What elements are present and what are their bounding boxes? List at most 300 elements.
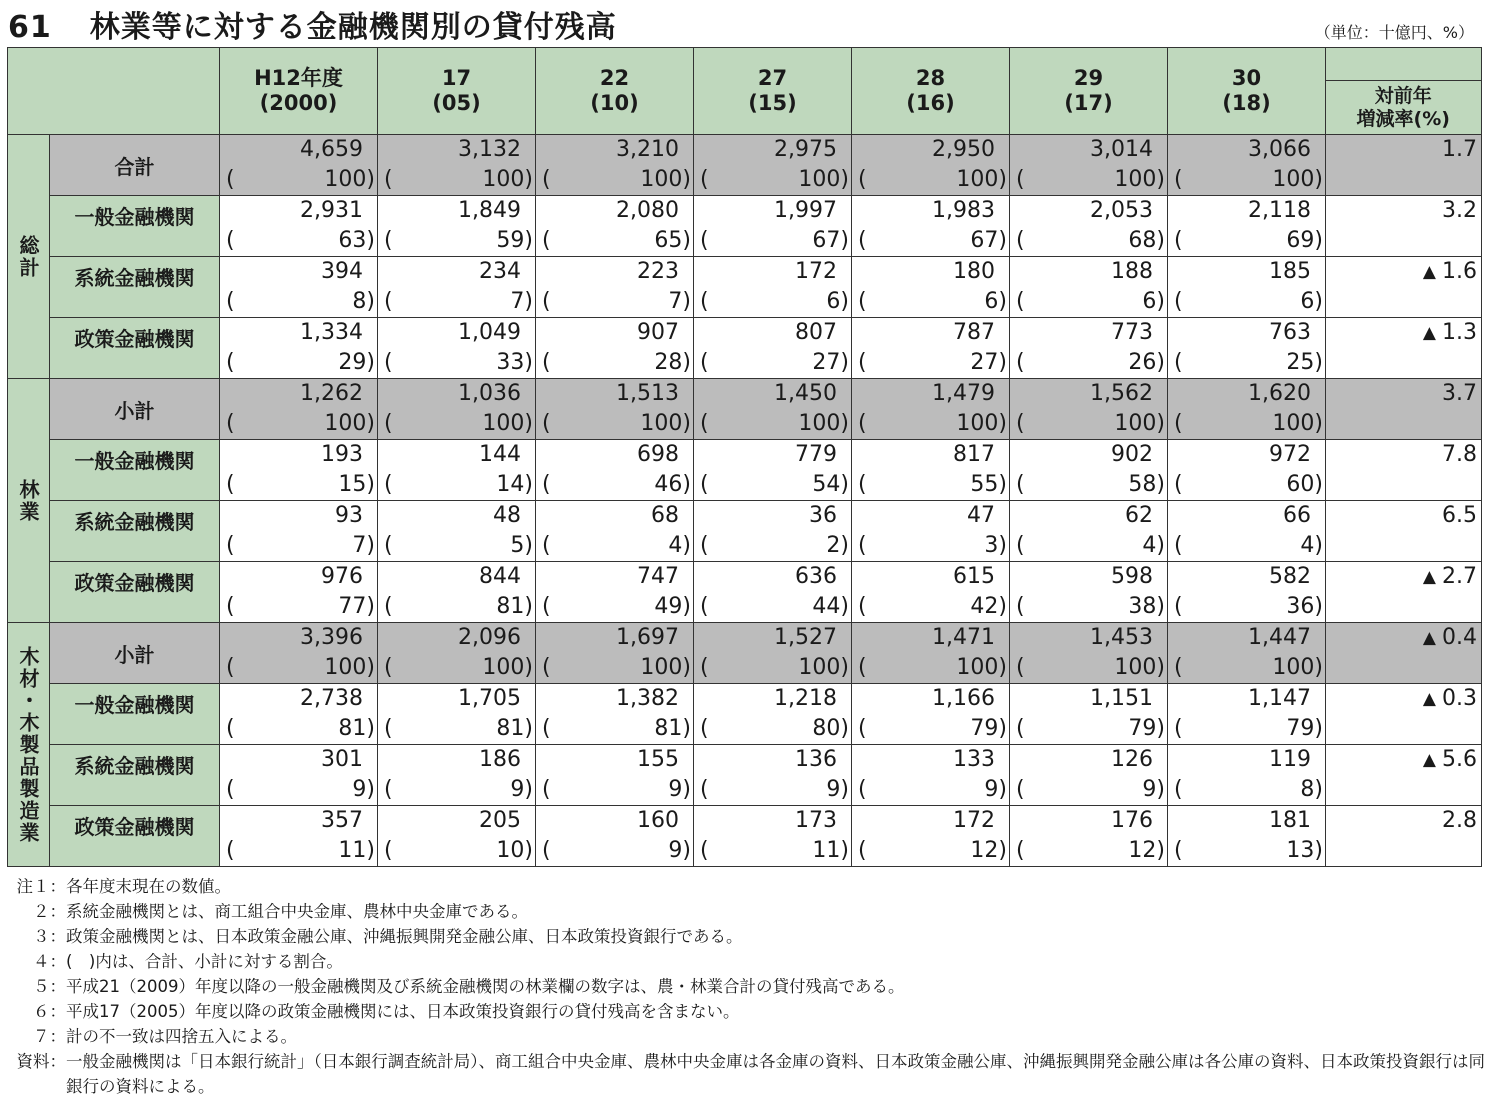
corner-header xyxy=(8,48,220,135)
amount: 1,513 xyxy=(616,381,679,406)
amount: 2,053 xyxy=(1090,198,1153,223)
row-label: 一般金融機関 xyxy=(50,684,220,745)
share-percent: ( 60) xyxy=(1174,472,1323,497)
amount: 357 xyxy=(321,808,363,833)
value-cell xyxy=(694,135,852,196)
share-percent: ( 15) xyxy=(226,472,375,497)
amount: 817 xyxy=(953,442,995,467)
share-percent: ( 100) xyxy=(226,411,375,436)
amount: 176 xyxy=(1111,808,1153,833)
value-cell xyxy=(1168,562,1326,623)
amount: 1,151 xyxy=(1090,686,1153,711)
share-percent: ( 42) xyxy=(858,594,1007,619)
value-cell xyxy=(378,257,536,318)
amount: 36 xyxy=(809,503,837,528)
share-percent: ( 46) xyxy=(542,472,691,497)
amount: 4,659 xyxy=(300,137,363,162)
amount: 47 xyxy=(967,503,995,528)
value-cell xyxy=(1010,440,1168,501)
amount: 48 xyxy=(493,503,521,528)
value-cell xyxy=(852,135,1010,196)
share-percent: ( 9) xyxy=(858,777,1007,802)
amount: 172 xyxy=(795,259,837,284)
year-header: 22 (10) xyxy=(536,48,694,135)
value-cell xyxy=(536,318,694,379)
share-percent: ( 80) xyxy=(700,716,849,741)
share-percent: ( 69) xyxy=(1174,228,1323,253)
amount: 93 xyxy=(335,503,363,528)
value-cell xyxy=(694,318,852,379)
table-row xyxy=(8,745,1482,806)
row-label: 一般金融機関 xyxy=(50,196,220,257)
value-cell xyxy=(378,806,536,867)
table-row xyxy=(8,196,1482,257)
amount: 1,166 xyxy=(932,686,995,711)
amount: 3,132 xyxy=(458,137,521,162)
change-rate-cell: ▲ 5.6 xyxy=(1326,745,1482,806)
share-percent: ( 7) xyxy=(226,533,375,558)
share-percent: ( 100) xyxy=(542,167,691,192)
share-percent: ( 59) xyxy=(384,228,533,253)
change-rate-cell: ▲ 1.6 xyxy=(1326,257,1482,318)
footnote: 資料： 一般金融機関は「日本銀行統計」（日本銀行調査統計局）、商工組合中央金庫、農林中央金庫は各金庫の資料、日本政策金融公庫、沖縄振興開発金融公庫は各公庫の資料、日本政策投資銀行は同銀行の資料による。 xyxy=(16,1052,1485,1096)
amount: 68 xyxy=(651,503,679,528)
amount: 1,447 xyxy=(1248,625,1311,650)
amount: 747 xyxy=(637,564,679,589)
change-rate-cell: 3.7 xyxy=(1326,379,1482,440)
amount: 582 xyxy=(1269,564,1311,589)
share-percent: ( 9) xyxy=(226,777,375,802)
value-cell xyxy=(852,318,1010,379)
amount: 3,014 xyxy=(1090,137,1153,162)
share-percent: ( 79) xyxy=(1016,716,1165,741)
amount: 1,262 xyxy=(300,381,363,406)
amount: 1,527 xyxy=(774,625,837,650)
value-cell xyxy=(378,684,536,745)
row-label: 合計 xyxy=(50,135,220,196)
share-percent: ( 67) xyxy=(700,228,849,253)
share-percent: ( 77) xyxy=(226,594,375,619)
value-cell xyxy=(1168,318,1326,379)
table-number: 61 xyxy=(8,10,52,45)
share-percent: ( 100) xyxy=(542,411,691,436)
amount: 193 xyxy=(321,442,363,467)
row-label: 政策金融機関 xyxy=(50,318,220,379)
share-percent: ( 65) xyxy=(542,228,691,253)
value-cell xyxy=(1168,135,1326,196)
value-cell xyxy=(536,379,694,440)
row-label: 政策金融機関 xyxy=(50,806,220,867)
section-label: 木材・木製品製造業 xyxy=(8,623,50,867)
amount: 2,738 xyxy=(300,686,363,711)
share-percent: ( 81) xyxy=(384,716,533,741)
share-percent: ( 9) xyxy=(384,777,533,802)
table-row xyxy=(8,806,1482,867)
share-percent: ( 81) xyxy=(226,716,375,741)
value-cell xyxy=(1168,379,1326,440)
value-cell xyxy=(378,745,536,806)
row-label: 系統金融機関 xyxy=(50,745,220,806)
value-cell xyxy=(220,745,378,806)
amount: 1,997 xyxy=(774,198,837,223)
row-label: 小計 xyxy=(50,623,220,684)
share-percent: ( 4) xyxy=(542,533,691,558)
loan-balance-table xyxy=(7,47,1482,867)
share-percent: ( 100) xyxy=(384,655,533,680)
share-percent: ( 100) xyxy=(384,411,533,436)
amount: 181 xyxy=(1269,808,1311,833)
share-percent: ( 12) xyxy=(1016,838,1165,863)
value-cell xyxy=(220,684,378,745)
value-cell xyxy=(852,196,1010,257)
footnote: ５： 平成21（2009）年度以降の一般金融機関及び系統金融機関の林業欄の数字は、農・林業合計の貸付残高である。 xyxy=(33,977,905,996)
change-rate-cell: 6.5 xyxy=(1326,501,1482,562)
decrease-triangle-icon: ▲ xyxy=(1422,689,1436,709)
footnote: ６： 平成17（2005）年度以降の政策金融機関には、日本政策投資銀行の貸付残高を含まない。 xyxy=(33,1002,740,1021)
footnote: ２： 系統金融機関とは、商工組合中央金庫、農林中央金庫である。 xyxy=(33,902,528,921)
year-header: 30 (18) xyxy=(1168,48,1326,135)
value-cell xyxy=(220,806,378,867)
value-cell xyxy=(852,562,1010,623)
value-cell xyxy=(378,318,536,379)
value-cell xyxy=(852,684,1010,745)
year-header: 17 (05) xyxy=(378,48,536,135)
value-cell xyxy=(378,440,536,501)
share-percent: ( 8) xyxy=(226,289,375,314)
share-percent: ( 100) xyxy=(700,411,849,436)
share-percent: ( 12) xyxy=(858,838,1007,863)
amount: 1,036 xyxy=(458,381,521,406)
share-percent: ( 100) xyxy=(700,655,849,680)
amount: 3,396 xyxy=(300,625,363,650)
row-label: 小計 xyxy=(50,379,220,440)
share-percent: ( 54) xyxy=(700,472,849,497)
value-cell xyxy=(1010,501,1168,562)
change-rate-cell: ▲ 0.4 xyxy=(1326,623,1482,684)
amount: 2,975 xyxy=(774,137,837,162)
value-cell xyxy=(220,501,378,562)
share-percent: ( 7) xyxy=(542,289,691,314)
value-cell xyxy=(852,806,1010,867)
share-percent: ( 100) xyxy=(1174,411,1323,436)
value-cell xyxy=(536,562,694,623)
share-percent: ( 100) xyxy=(542,655,691,680)
value-cell xyxy=(852,257,1010,318)
share-percent: ( 6) xyxy=(858,289,1007,314)
value-cell xyxy=(536,257,694,318)
amount: 844 xyxy=(479,564,521,589)
share-percent: ( 13) xyxy=(1174,838,1323,863)
value-cell xyxy=(694,806,852,867)
amount: 155 xyxy=(637,747,679,772)
value-cell xyxy=(536,684,694,745)
year-header: 29 (17) xyxy=(1010,48,1168,135)
footnote: ３： 政策金融機関とは、日本政策金融公庫、沖縄振興開発金融公庫、日本政策投資銀行である。 xyxy=(33,927,743,946)
year-header: 28 (16) xyxy=(852,48,1010,135)
share-percent: ( 6) xyxy=(1174,289,1323,314)
share-percent: ( 100) xyxy=(226,655,375,680)
table-row xyxy=(8,684,1482,745)
decrease-triangle-icon: ▲ xyxy=(1422,750,1436,770)
amount: 172 xyxy=(953,808,995,833)
amount: 66 xyxy=(1283,503,1311,528)
amount: 1,620 xyxy=(1248,381,1311,406)
share-percent: ( 27) xyxy=(858,350,1007,375)
value-cell xyxy=(852,379,1010,440)
table-row xyxy=(8,257,1482,318)
table-row xyxy=(8,562,1482,623)
share-percent: ( 36) xyxy=(1174,594,1323,619)
share-percent: ( 44) xyxy=(700,594,849,619)
share-percent: ( 100) xyxy=(1174,167,1323,192)
share-percent: ( 8) xyxy=(1174,777,1323,802)
share-percent: ( 49) xyxy=(542,594,691,619)
value-cell xyxy=(220,257,378,318)
amount: 1,983 xyxy=(932,198,995,223)
row-label: 系統金融機関 xyxy=(50,501,220,562)
share-percent: ( 68) xyxy=(1016,228,1165,253)
value-cell xyxy=(378,379,536,440)
amount: 62 xyxy=(1125,503,1153,528)
value-cell xyxy=(1168,257,1326,318)
amount: 1,479 xyxy=(932,381,995,406)
amount: 223 xyxy=(637,259,679,284)
amount: 188 xyxy=(1111,259,1153,284)
share-percent: ( 100) xyxy=(1174,655,1323,680)
value-cell xyxy=(378,135,536,196)
value-cell xyxy=(1168,501,1326,562)
amount: 185 xyxy=(1269,259,1311,284)
row-label: 政策金融機関 xyxy=(50,562,220,623)
amount: 1,562 xyxy=(1090,381,1153,406)
amount: 1,334 xyxy=(300,320,363,345)
share-percent: ( 9) xyxy=(700,777,849,802)
footnote: 注１： 各年度末現在の数値。 xyxy=(16,877,231,896)
amount: 180 xyxy=(953,259,995,284)
value-cell xyxy=(536,623,694,684)
share-percent: ( 100) xyxy=(1016,411,1165,436)
value-cell xyxy=(1168,196,1326,257)
subtotal-row xyxy=(8,135,1482,196)
share-percent: ( 27) xyxy=(700,350,849,375)
amount: 136 xyxy=(795,747,837,772)
header-row xyxy=(8,48,1482,135)
share-percent: ( 28) xyxy=(542,350,691,375)
value-cell xyxy=(694,196,852,257)
amount: 779 xyxy=(795,442,837,467)
value-cell xyxy=(852,745,1010,806)
decrease-triangle-icon: ▲ xyxy=(1422,262,1436,282)
share-percent: ( 100) xyxy=(226,167,375,192)
amount: 1,705 xyxy=(458,686,521,711)
share-percent: ( 2) xyxy=(700,533,849,558)
amount: 133 xyxy=(953,747,995,772)
value-cell xyxy=(1010,196,1168,257)
share-percent: ( 6) xyxy=(1016,289,1165,314)
amount: 773 xyxy=(1111,320,1153,345)
amount: 636 xyxy=(795,564,837,589)
amount: 2,950 xyxy=(932,137,995,162)
amount: 1,450 xyxy=(774,381,837,406)
year-header: 27 (15) xyxy=(694,48,852,135)
value-cell xyxy=(1010,745,1168,806)
share-percent: ( 26) xyxy=(1016,350,1165,375)
amount: 598 xyxy=(1111,564,1153,589)
amount: 3,210 xyxy=(616,137,679,162)
value-cell xyxy=(1010,379,1168,440)
subtotal-row xyxy=(8,623,1482,684)
value-cell xyxy=(378,196,536,257)
decrease-triangle-icon: ▲ xyxy=(1422,323,1436,343)
share-percent: ( 79) xyxy=(858,716,1007,741)
share-percent: ( 6) xyxy=(700,289,849,314)
share-percent: ( 100) xyxy=(858,411,1007,436)
share-percent: ( 4) xyxy=(1174,533,1323,558)
share-percent: ( 38) xyxy=(1016,594,1165,619)
share-percent: ( 100) xyxy=(700,167,849,192)
amount: 394 xyxy=(321,259,363,284)
table-title: 林業等に対する金融機関別の貸付残高 xyxy=(89,10,617,45)
amount: 186 xyxy=(479,747,521,772)
change-rate-header: 対前年 増減率(%) xyxy=(1326,48,1482,135)
share-percent: ( 7) xyxy=(384,289,533,314)
share-percent: ( 81) xyxy=(542,716,691,741)
footnotes xyxy=(6,874,1486,1099)
amount: 3,066 xyxy=(1248,137,1311,162)
share-percent: ( 79) xyxy=(1174,716,1323,741)
value-cell xyxy=(694,684,852,745)
change-rate-cell: 7.8 xyxy=(1326,440,1482,501)
table-row xyxy=(8,318,1482,379)
share-percent: ( 67) xyxy=(858,228,1007,253)
value-cell xyxy=(852,623,1010,684)
value-cell xyxy=(694,257,852,318)
row-label: 系統金融機関 xyxy=(50,257,220,318)
value-cell xyxy=(1168,684,1326,745)
amount: 234 xyxy=(479,259,521,284)
share-percent: ( 5) xyxy=(384,533,533,558)
row-label: 一般金融機関 xyxy=(50,440,220,501)
amount: 205 xyxy=(479,808,521,833)
amount: 787 xyxy=(953,320,995,345)
amount: 2,080 xyxy=(616,198,679,223)
amount: 1,453 xyxy=(1090,625,1153,650)
value-cell xyxy=(220,379,378,440)
value-cell xyxy=(1168,623,1326,684)
value-cell xyxy=(220,196,378,257)
change-rate-cell: ▲ 0.3 xyxy=(1326,684,1482,745)
value-cell xyxy=(220,623,378,684)
value-cell xyxy=(220,562,378,623)
table-row xyxy=(8,501,1482,562)
share-percent: ( 100) xyxy=(384,167,533,192)
share-percent: ( 33) xyxy=(384,350,533,375)
amount: 763 xyxy=(1269,320,1311,345)
value-cell xyxy=(1010,806,1168,867)
value-cell xyxy=(1168,745,1326,806)
value-cell xyxy=(378,501,536,562)
value-cell xyxy=(694,440,852,501)
amount: 1,218 xyxy=(774,686,837,711)
share-percent: ( 4) xyxy=(1016,533,1165,558)
share-percent: ( 81) xyxy=(384,594,533,619)
share-percent: ( 25) xyxy=(1174,350,1323,375)
value-cell xyxy=(694,562,852,623)
share-percent: ( 58) xyxy=(1016,472,1165,497)
amount: 1,849 xyxy=(458,198,521,223)
decrease-triangle-icon: ▲ xyxy=(1422,628,1436,648)
share-percent: ( 11) xyxy=(226,838,375,863)
amount: 1,697 xyxy=(616,625,679,650)
amount: 144 xyxy=(479,442,521,467)
amount: 907 xyxy=(637,320,679,345)
amount: 119 xyxy=(1269,747,1311,772)
value-cell xyxy=(220,440,378,501)
amount: 2,118 xyxy=(1248,198,1311,223)
section-label: 総 計 xyxy=(8,135,50,379)
change-rate-cell: ▲ 2.7 xyxy=(1326,562,1482,623)
value-cell xyxy=(1010,684,1168,745)
value-cell xyxy=(536,135,694,196)
subtotal-row xyxy=(8,379,1482,440)
value-cell xyxy=(852,501,1010,562)
value-cell xyxy=(378,623,536,684)
amount: 173 xyxy=(795,808,837,833)
share-percent: ( 3) xyxy=(858,533,1007,558)
share-percent: ( 9) xyxy=(542,777,691,802)
share-percent: ( 100) xyxy=(858,655,1007,680)
amount: 972 xyxy=(1269,442,1311,467)
amount: 1,147 xyxy=(1248,686,1311,711)
value-cell xyxy=(220,318,378,379)
amount: 2,096 xyxy=(458,625,521,650)
value-cell xyxy=(852,440,1010,501)
share-percent: ( 14) xyxy=(384,472,533,497)
value-cell xyxy=(378,562,536,623)
share-percent: ( 9) xyxy=(542,838,691,863)
value-cell xyxy=(1010,562,1168,623)
amount: 615 xyxy=(953,564,995,589)
amount: 301 xyxy=(321,747,363,772)
amount: 1,049 xyxy=(458,320,521,345)
footnote: ４： ( )内は、合計、小計に対する割合。 xyxy=(33,952,343,971)
share-percent: ( 9) xyxy=(1016,777,1165,802)
value-cell xyxy=(220,135,378,196)
page-title xyxy=(8,2,617,46)
share-percent: ( 63) xyxy=(226,228,375,253)
share-percent: ( 55) xyxy=(858,472,1007,497)
value-cell xyxy=(1168,440,1326,501)
share-percent: ( 100) xyxy=(858,167,1007,192)
share-percent: ( 10) xyxy=(384,838,533,863)
value-cell xyxy=(1168,806,1326,867)
value-cell xyxy=(694,501,852,562)
share-percent: ( 100) xyxy=(1016,167,1165,192)
share-percent: ( 29) xyxy=(226,350,375,375)
value-cell xyxy=(536,745,694,806)
amount: 2,931 xyxy=(300,198,363,223)
value-cell xyxy=(694,745,852,806)
amount: 1,471 xyxy=(932,625,995,650)
change-rate-cell: ▲ 1.3 xyxy=(1326,318,1482,379)
value-cell xyxy=(694,379,852,440)
unit-label: （単位：十億円、%） xyxy=(1314,23,1474,42)
value-cell xyxy=(1010,623,1168,684)
amount: 1,382 xyxy=(616,686,679,711)
amount: 160 xyxy=(637,808,679,833)
value-cell xyxy=(1010,135,1168,196)
change-rate-cell: 3.2 xyxy=(1326,196,1482,257)
